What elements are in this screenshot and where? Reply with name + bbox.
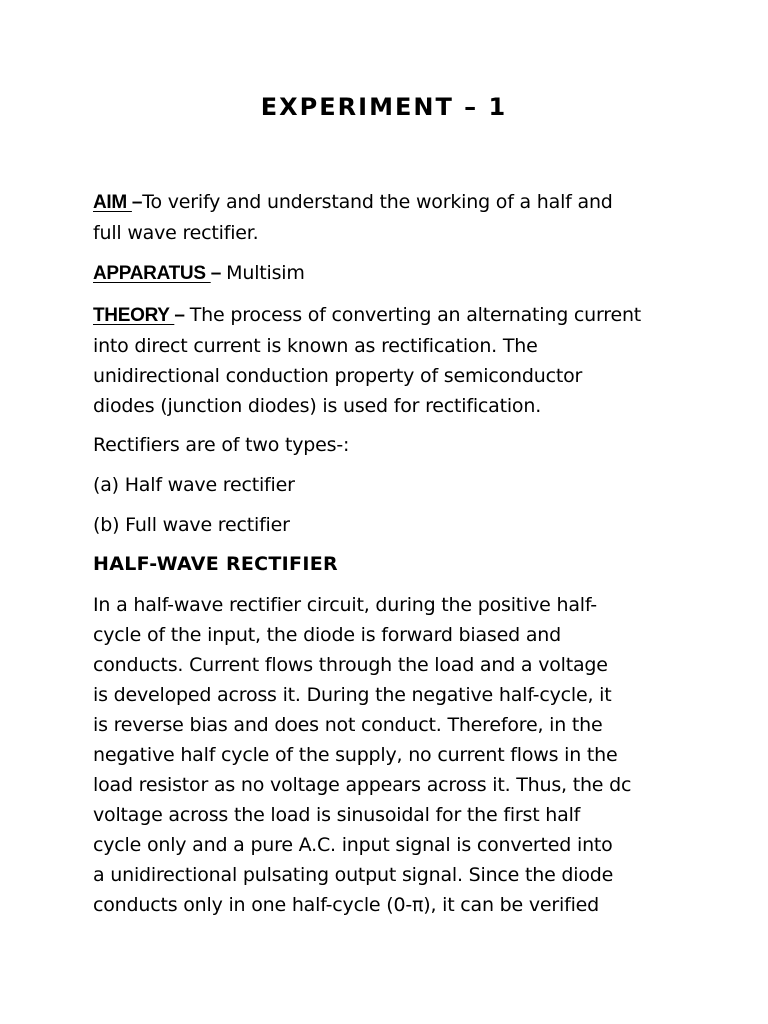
- half-wave-line: a unidirectional pulsating output signal. Since the diode: [93, 864, 614, 886]
- type-b-item: (b) Full wave rectifier: [93, 514, 290, 536]
- aim-dash: –: [131, 192, 143, 213]
- aim-paragraph: [93, 187, 693, 248]
- aim-label: AIM: [93, 192, 132, 213]
- half-wave-line: conducts only in one half-cycle (0-π), it can be verified: [93, 894, 600, 916]
- aim-line: [93, 187, 693, 218]
- apparatus-label: APPARATUS: [93, 263, 211, 284]
- apparatus-dash: –: [210, 263, 227, 284]
- theory-dash: –: [174, 305, 190, 326]
- type-a-item: (a) Half wave rectifier: [93, 474, 295, 496]
- half-wave-line: is developed across it. During the negative half-cycle, it: [93, 684, 612, 706]
- apparatus-line: [93, 258, 693, 289]
- theory-paragraph: [93, 300, 693, 421]
- theory-line: [93, 300, 693, 331]
- theory-text-line: into direct current is known as rectification. The: [93, 335, 538, 357]
- half-wave-line: negative half cycle of the supply, no current flows in the: [93, 744, 618, 766]
- half-wave-heading: HALF-WAVE RECTIFIER: [93, 553, 338, 575]
- apparatus-paragraph: [93, 258, 693, 289]
- apparatus-text: Multisim: [226, 262, 305, 284]
- half-wave-paragraph: [93, 590, 693, 920]
- theory-label: THEORY: [93, 305, 175, 326]
- half-wave-line: conducts. Current flows through the load and a voltage: [93, 654, 608, 676]
- types-intro: Rectifiers are of two types-:: [93, 434, 350, 456]
- half-wave-line: is reverse bias and does not conduct. Therefore, in the: [93, 714, 603, 736]
- page-title: EXPERIMENT – 1: [260, 93, 508, 121]
- half-wave-line: cycle only and a pure A.C. input signal is converted into: [93, 834, 613, 856]
- half-wave-line: In a half-wave rectifier circuit, during the positive half-: [93, 594, 597, 616]
- aim-text-line: To verify and understand the working of a half and: [142, 191, 613, 213]
- theory-text-line: unidirectional conduction property of semiconductor: [93, 365, 583, 387]
- theory-text-line: diodes (junction diodes) is used for rectification.: [93, 395, 542, 417]
- half-wave-line: load resistor as no voltage appears across it. Thus, the dc: [93, 774, 632, 796]
- theory-text-line: The process of converting an alternating current: [189, 304, 642, 326]
- half-wave-line: cycle of the input, the diode is forward biased and: [93, 624, 561, 646]
- half-wave-line: voltage across the load is sinusoidal for the first half: [93, 804, 581, 826]
- aim-text-line: full wave rectifier.: [93, 222, 259, 244]
